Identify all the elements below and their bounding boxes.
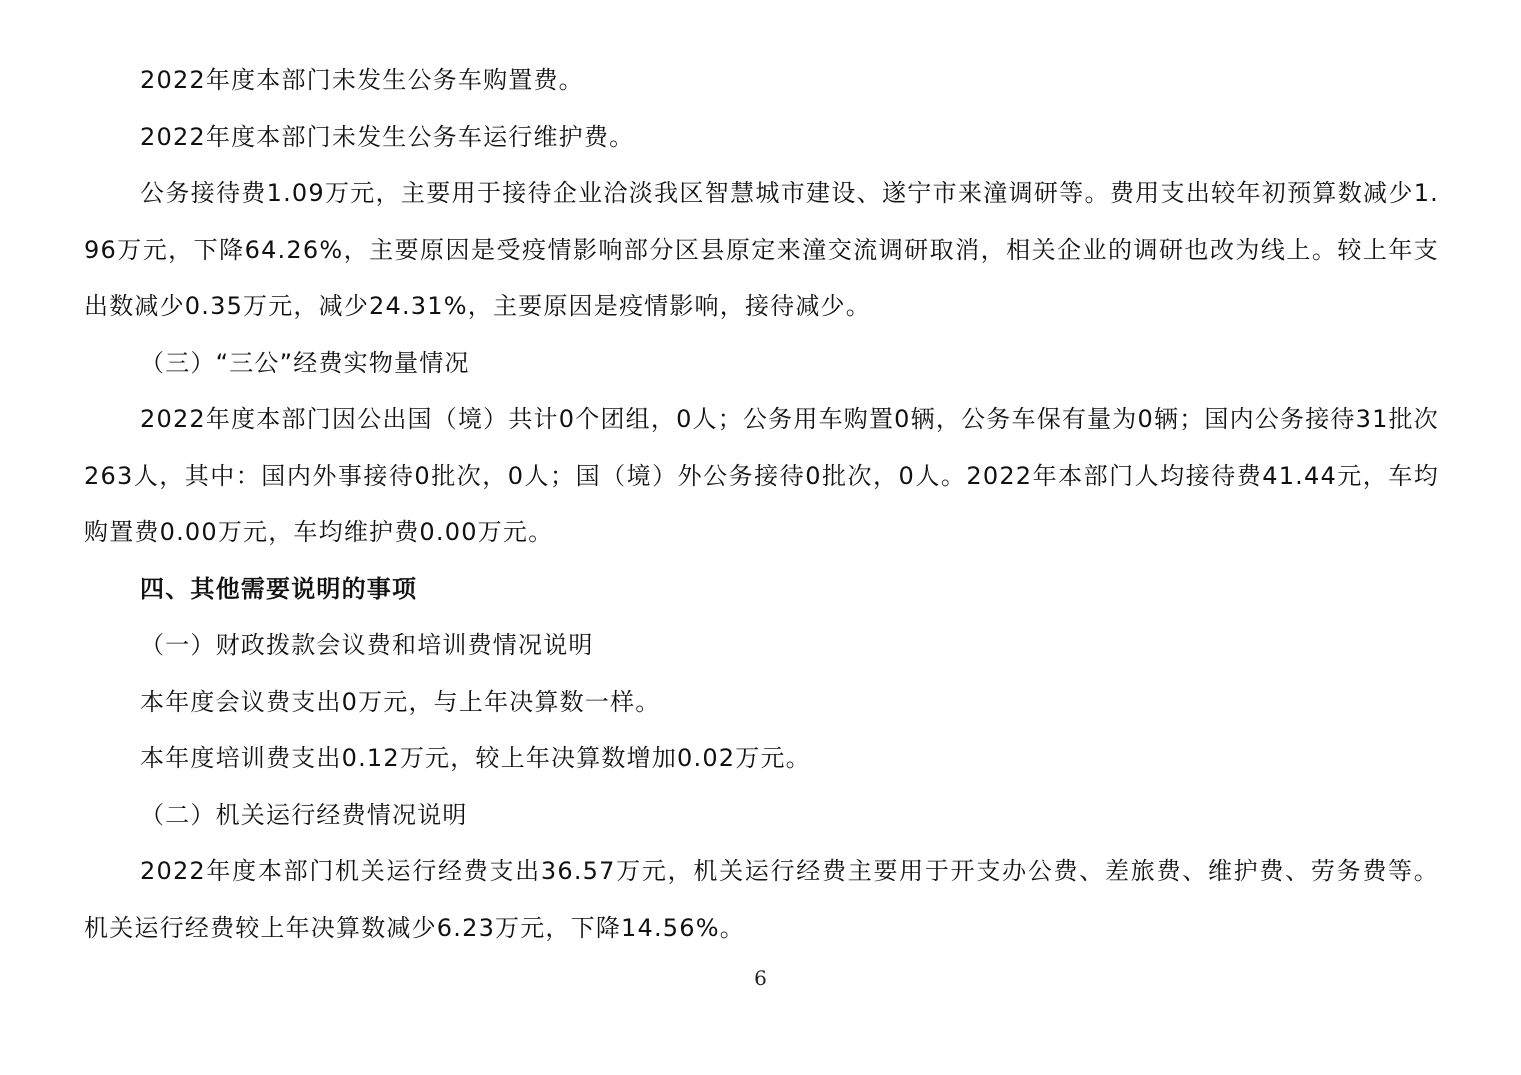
heading-other-matters: 四、其他需要说明的事项 — [140, 574, 418, 603]
paragraph-training-expense: 本年度培训费支出0.12万元，较上年决算数增加0.02万元。 — [140, 744, 811, 772]
heading-meeting-training: （一）财政拨款会议费和培训费情况说明 — [140, 631, 594, 659]
paragraph-vehicle-maintenance: 2022年度本部门未发生公务车运行维护费。 — [140, 122, 635, 151]
paragraph-reception-expense: 公务接待费1.09万元，主要用于接待企业洽淡我区智慧城市建设、遂宁市来潼调研等。费用支出较年初预算数减少1.96万元，下降64.26%，主要原因是受疫情影响部分区县原定来潼交流调研取消，相关企业的调研也改为线上。较上年支出数减少0.35万元，减少24.31%，主要原因是疫情影响，接待减少。 — [84, 179, 1439, 320]
paragraph-operating-expense: 2022年度本部门机关运行经费支出36.57万元，机关运行经费主要用于开支办公费、差旅费、维护费、劳务费等。机关运行经费较上年决算数减少6.23万元，下降14.56%。 — [84, 857, 1439, 942]
heading-operating-expense: （二）机关运行经费情况说明 — [140, 800, 468, 829]
paragraph-physical-quantity: 2022年度本部门因公出国（境）共计0个团组，0人；公务用车购置0辆，公务车保有量为0辆；国内公务接待31批次263人，其中：国内外事接待0批次，0人；国（境）外公务接待0批次，0人。2022年本部门人均接待费41.44元，车均购置费0.00万元，车均维护费0.00万元。 — [84, 405, 1439, 546]
page-number: 6 — [754, 966, 767, 990]
paragraph-vehicle-purchase: 2022年度本部门未发生公务车购置费。 — [140, 66, 584, 94]
heading-physical-quantity: （三）“三公”经费实物量情况 — [140, 348, 470, 377]
paragraph-meeting-expense: 本年度会议费支出0万元，与上年决算数一样。 — [140, 687, 661, 716]
document-page — [84, 52, 1439, 956]
